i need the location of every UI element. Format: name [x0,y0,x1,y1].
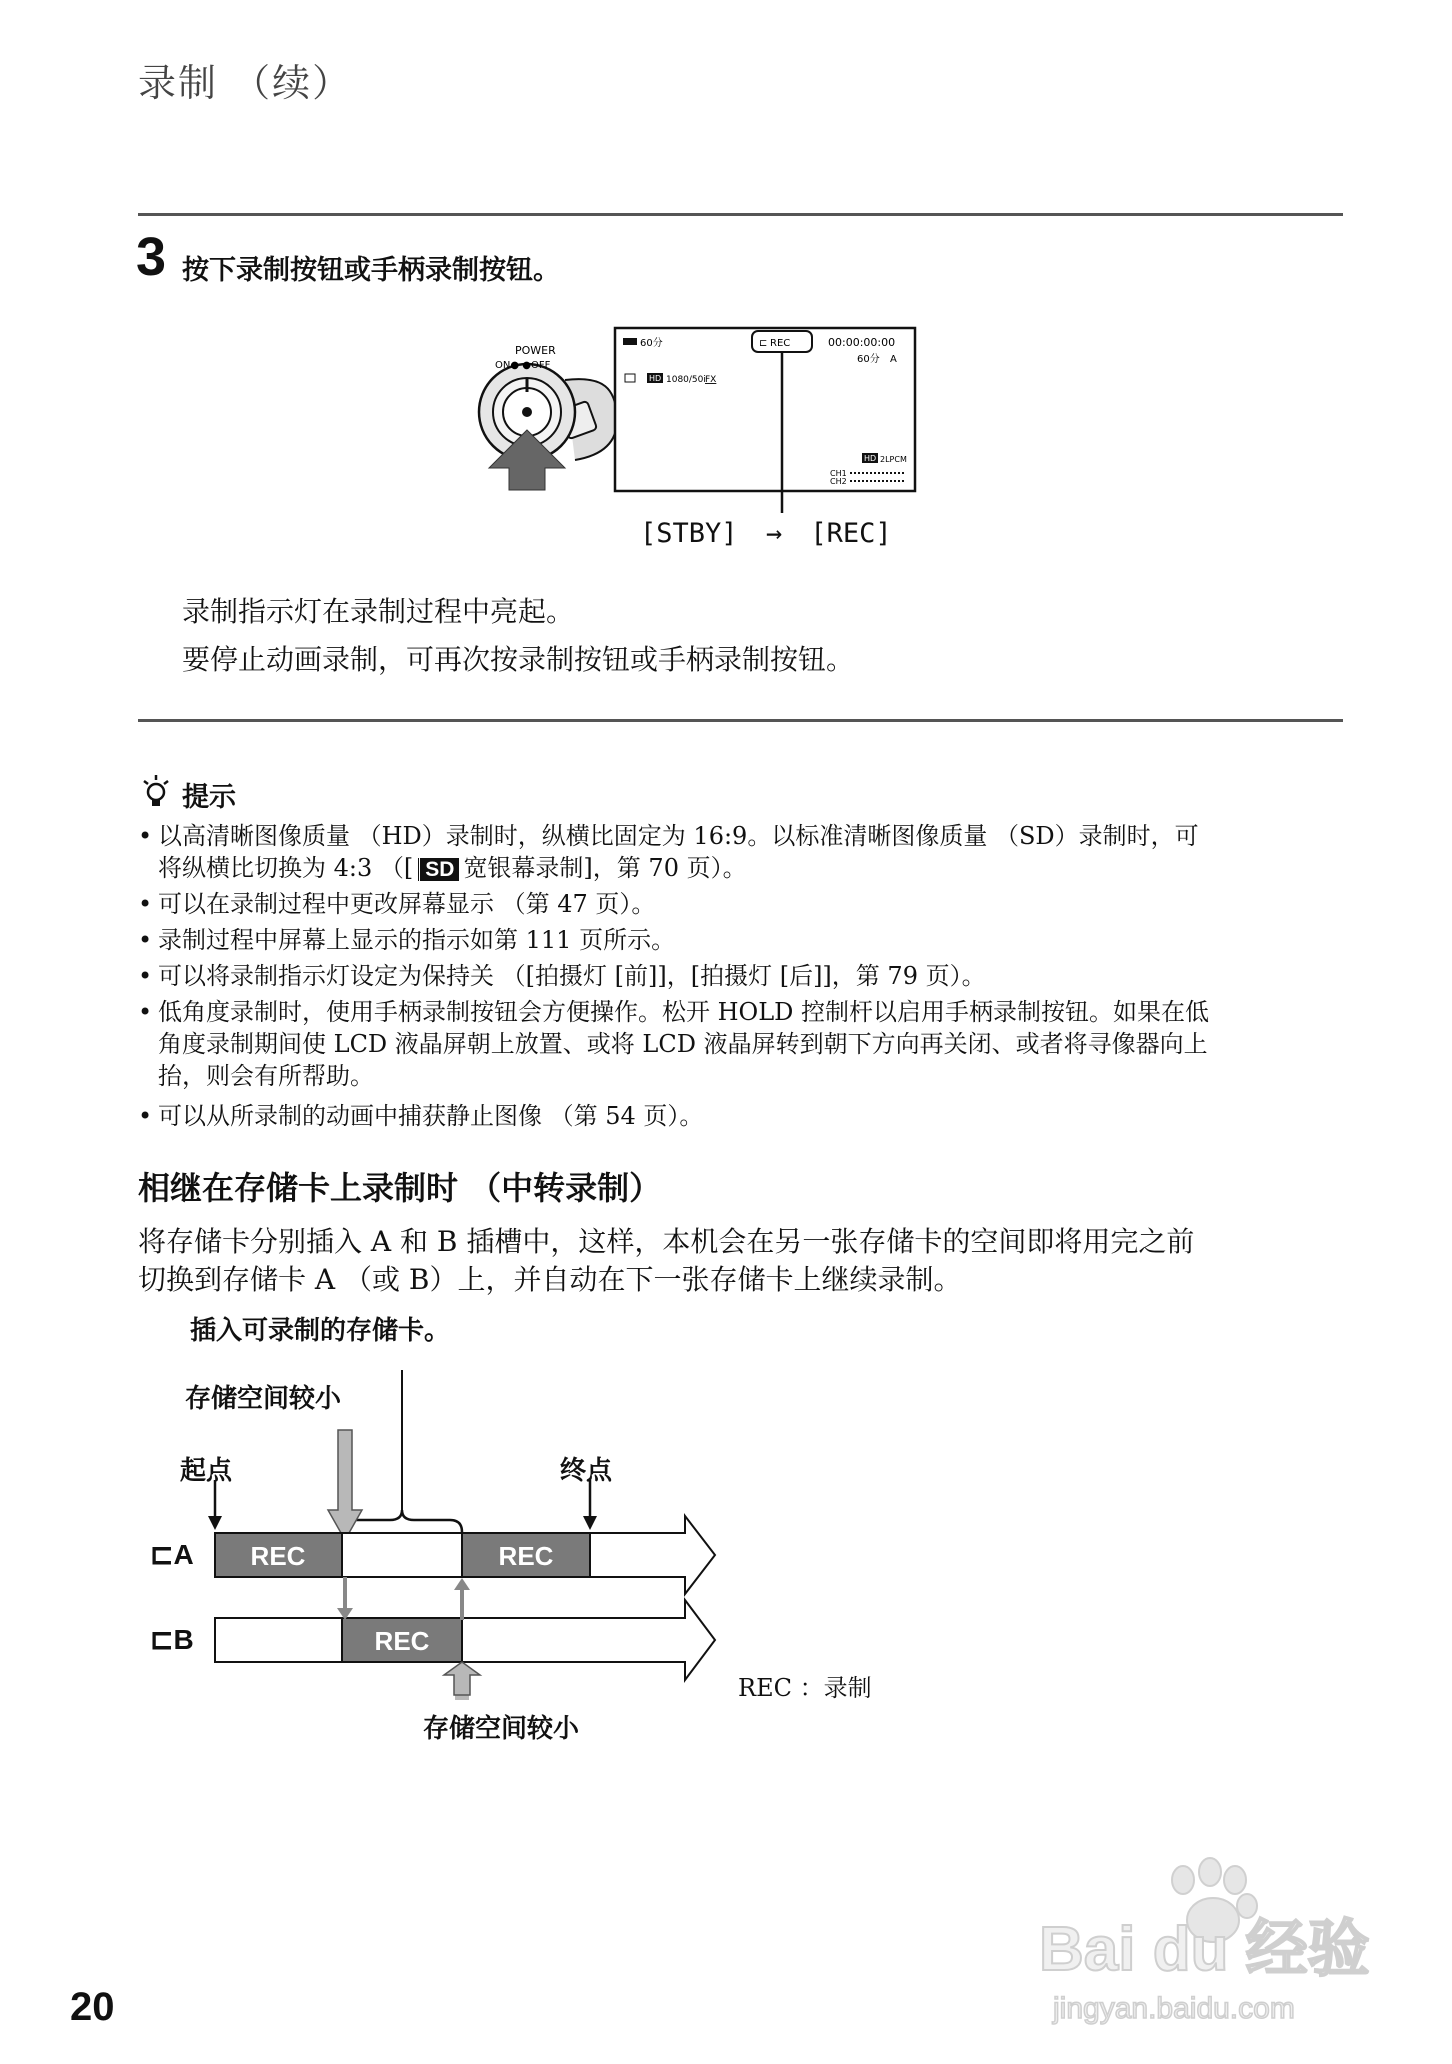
low-space-arrow-bottom-icon [444,1662,480,1695]
power-dial-icon [479,364,617,460]
card-icon: ⊏ [759,338,768,349]
tip-item-1 [138,820,1348,884]
body-paragraph-2: 要停止动画录制，可再次按录制按钮或手柄录制按钮。 [182,643,855,676]
divider-middle [138,719,1343,722]
page-header-title: 录制 （续） [138,61,353,105]
section-title: 相继在存储卡上录制时 （中转录制） [138,1169,662,1207]
switch-up-arrow-icon [454,1578,470,1590]
page-number: 20 [70,1985,115,2029]
insert-card-label: 插入可录制的存储卡。 [190,1316,451,1346]
tip-5-line-3: 抬，则会有所帮助。 [158,1062,374,1090]
lcd-remaining-time: 60分 [857,354,880,365]
tip-6-text: 可以从所录制的动画中捕获静止图像 （第 54 页）。 [158,1102,704,1130]
status-stby: [STBY] [640,518,738,549]
power-label: POWER [515,344,556,357]
low-space-label-top: 存储空间较小 [185,1384,342,1414]
diagram-legend: REC ：录制 [738,1674,872,1702]
rec-label-a1: REC [250,1541,306,1571]
bullet-icon: • [138,998,153,1026]
camera-figure [465,320,925,550]
tip-2-text: 可以在录制过程中更改屏幕显示 （第 47 页）。 [158,890,656,918]
rec-label-b: REC [374,1626,430,1656]
tip-4-text: 可以将录制指示灯设定为保持关 （[拍摄灯 [前]]，[拍摄灯 [后]]，第 79 页）。 [158,962,986,990]
tip-3-text: 录制过程中屏幕上显示的指示如第 111 页所示。 [158,926,676,954]
bullet-icon: • [138,926,153,954]
lcd-ch2: CH2 [830,477,847,486]
bullet-icon: • [138,1102,153,1130]
memory-card-icon: ⊏ [150,1624,174,1655]
bullet-icon: • [138,962,153,990]
tip-1-line-1: 以高清晰图像质量 （HD）录制时，纵横比固定为 16:9。以标准清晰图像质量 （SD）录制时，可 [158,822,1199,850]
step-number: 3 [136,227,167,287]
end-point-label: 终点 [560,1456,613,1486]
start-point-label: 起点 [180,1456,233,1486]
lcd-format: 1080/50i [666,375,706,385]
start-arrow-icon [208,1516,222,1530]
lcd-card-slot: A [890,354,897,365]
tip-5-line-1: 低角度录制时，使用手柄录制按钮会方便操作。松开 HOLD 控制杆以启用手柄录制按钮。如果在低 [158,998,1210,1026]
lcd-battery-time: 60分 [640,338,663,349]
low-space-arrow-top-icon [328,1430,362,1540]
baidu-watermark-logo [1035,1850,1380,2030]
battery-icon [623,338,637,345]
status-rec: [REC] [810,518,892,549]
lcd-ch1: CH1 [830,469,847,478]
section-paragraph-line-2: 切换到存储卡 A （或 B）上，并自动在下一张存储卡上继续录制。 [138,1263,962,1296]
lcd-audio-hd: HD [864,454,877,463]
tip-item-2 [138,888,1348,920]
lcd-audio-format: 2LPCM [880,455,907,464]
card-slot-a-label: A [173,1539,194,1570]
watermark-url: jingyan.baidu.com [1053,1992,1295,2025]
lcd-hd-badge: HD [649,374,662,383]
tip-item-5 [138,996,1348,1092]
relay-recording-diagram [140,1370,740,1700]
status-transition [640,518,892,549]
low-space-label-bottom: 存储空间较小 [423,1714,580,1744]
lcd-timecode: 00:00:00:00 [828,336,896,349]
card-slot-a [150,1538,194,1571]
lcd-fx: FX [705,375,717,385]
tip-item-6 [138,1100,1348,1132]
section-paragraph-line-1: 将存储卡分别插入 A 和 B 插槽中，这样，本机会在另一张存储卡的空间即将用完之前 [138,1225,1195,1258]
tip-item-3 [138,924,1348,956]
lightbulb-icon [140,774,172,808]
status-arrow-icon: → [765,518,783,549]
rec-label-a2: REC [498,1541,554,1571]
end-arrow-icon [583,1516,597,1530]
card-slot-b-label: B [173,1624,194,1655]
body-paragraph-1: 录制指示灯在录制过程中亮起。 [182,595,575,628]
memory-card-icon: ⊏ [150,1539,174,1570]
step-instruction: 按下录制按钮或手柄录制按钮。 [182,255,560,286]
bullet-icon: • [138,822,153,850]
tip-item-4 [138,960,1348,992]
tips-heading: 提示 [182,782,236,813]
divider-top [138,213,1343,216]
bullet-icon: • [138,890,153,918]
sd-badge: SD [417,858,459,881]
watermark-brand: Bai du 经验 [1039,1915,1370,1984]
tip-5-line-2: 角度录制期间使 LCD 液晶屏朝上放置、或将 LCD 液晶屏转到朝下方向再关闭、或者将寻像器向上 [158,1030,1208,1058]
tip-1-line-2: 将纵横比切换为 4:3 （[ SD 宽银幕录制]，第 70 页）。 [158,854,747,882]
lcd-rec-badge: REC [770,338,791,349]
power-on-off-label: ON● ●OFF [495,360,551,371]
card-slot-b [150,1623,194,1656]
